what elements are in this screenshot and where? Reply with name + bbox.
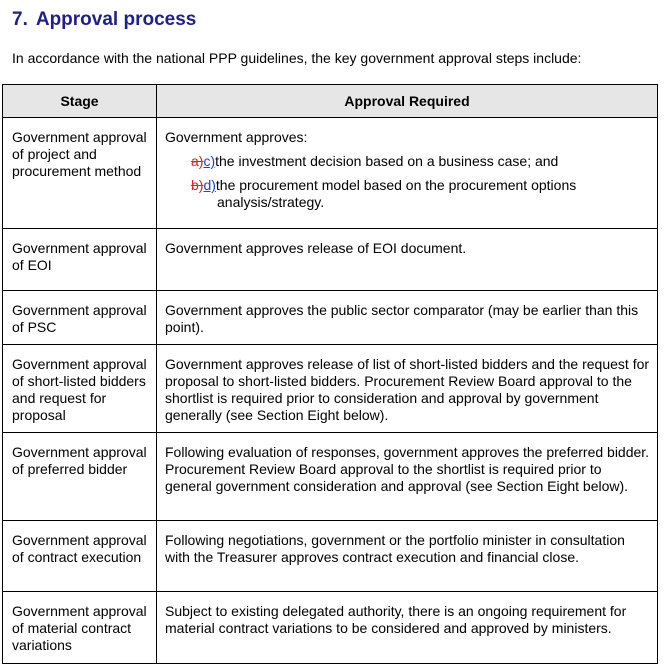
deleted-marker: a): [191, 153, 204, 169]
table-header-row: [3, 85, 658, 118]
approval-subitem: [191, 153, 651, 170]
table-row: [3, 521, 658, 592]
approval-cell: Following negotiations, government or the portfolio minister in consultation with the Treasurer approves contract execution and financial close.: [157, 521, 658, 592]
table-row: [3, 291, 658, 345]
deleted-marker: b): [191, 177, 204, 193]
stage-cell: Government approval of short-listed bidders and request for proposal: [3, 345, 157, 433]
stage-cell: Government approval of EOI: [3, 229, 157, 291]
approval-cell: Government approves release of list of short-listed bidders and the request for proposal to short-listed bidders. Procurement Review Board approval to the shortlist is required prior to consideration and approval by government generally (see Section Eight below).: [157, 345, 658, 433]
approval-column-header: Approval Required: [157, 85, 658, 118]
approval-table: [2, 84, 658, 664]
section-heading: [12, 9, 196, 31]
stage-cell: Government approval of material contract variations: [3, 592, 157, 664]
table-row: [3, 229, 658, 291]
approval-cell: Government approves release of EOI document.: [157, 229, 658, 291]
subitem-text: the investment decision based on a business case; and: [215, 153, 559, 169]
section-number: 7.: [12, 9, 28, 30]
table-row: [3, 345, 658, 433]
approval-cell: Subject to existing delegated authority, there is an ongoing requirement for material contract variations to be considered and approved by ministers.: [157, 592, 658, 664]
approval-cell: [157, 118, 658, 229]
inserted-marker: c): [203, 153, 216, 169]
approval-subitem: [191, 177, 651, 211]
stage-cell: Government approval of PSC: [3, 291, 157, 345]
stage-cell: Government approval of contract execution: [3, 521, 157, 592]
approval-lead-text: Government approves:: [165, 129, 308, 145]
section-title: Approval process: [35, 9, 197, 30]
table-row: [3, 433, 658, 521]
approval-cell: Government approves the public sector comparator (may be earlier than this point).: [157, 291, 658, 345]
stage-cell: Government approval of preferred bidder: [3, 433, 157, 521]
intro-paragraph: In accordance with the national PPP guidelines, the key government approval steps include:: [12, 50, 582, 66]
subitem-text: the procurement model based on the procurement options analysis/strategy.: [215, 177, 577, 210]
inserted-marker: d): [203, 177, 216, 193]
stage-column-header: Stage: [3, 85, 157, 118]
stage-cell: Government approval of project and procurement method: [3, 118, 157, 229]
table-row: [3, 592, 658, 664]
approval-cell: Following evaluation of responses, government approves the preferred bidder. Procurement Review Board approval to the shortlist is required prior to general government consideration and approval (see Section Eight below).: [157, 433, 658, 521]
table-row: [3, 118, 658, 229]
